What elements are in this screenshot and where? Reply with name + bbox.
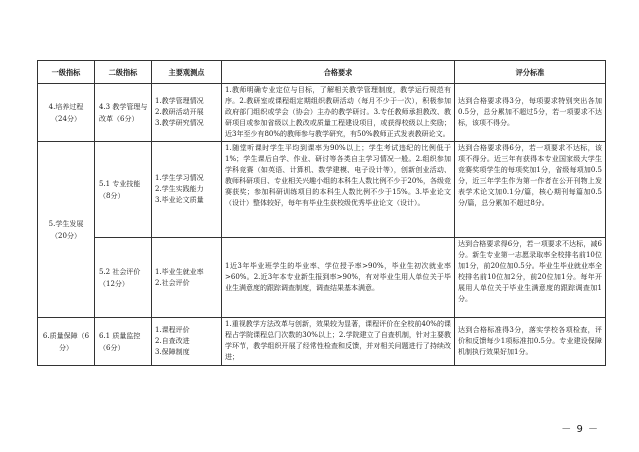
header-observation-points: 主要观测点 [152, 61, 222, 84]
point-item: 2.社会评价 [155, 278, 190, 287]
level2-cell: 5.2 社会评价（12分） [95, 238, 152, 318]
scoring-cell: 达到合格要求得3分，每项要求特别突出各加0.5分，总分累加不超过5分，若一项要求不达标，该项不得分。 [455, 84, 606, 142]
observation-points-cell [152, 318, 222, 366]
table-row [38, 84, 606, 142]
point-item: 1.学生学习情况 [155, 174, 204, 182]
scoring-cell: 达到合格要求得6分，若一项要求不达标，该项不得分。近三年有获得本专业国家级大学生竞赛奖项学生的每项奖加1分，省级每项加0.5分，近三年学生作为第一作者在公开刊物上发表学术论文加0.1分/篇，核心期刊每篇加0.5分/篇，总分累加不超过8分。 [455, 142, 606, 238]
table-header-row [38, 61, 606, 84]
requirements-cell: 1.随堂听课时学生平均到课率为90%以上；学生考试违纪的比例低于1%；学生课后自学、作业、研讨等各类自主学习情况一般。2.组织参加学科竞赛（如英语、计算机、数学建模、电子设计等），创新创业活动、教师科研项目、专业相关兴趣小组的本科生人数比例不少于20%，各级竞赛获奖；参加科研训练项目的本科生人数比例不少于15%。3.毕业论文（设计）整体较好，每年有毕业生获校级优秀毕业论文（设计）。 [222, 142, 455, 238]
header-level2: 二级指标 [95, 61, 152, 84]
point-item: 2.教研活动开展 [155, 108, 204, 116]
requirements-cell: 1近3年毕业班学生的毕业率、学位授予率>90%，毕业生初次就业率>60%。2.近3年本专业新生报到率>90%，有对毕业生用人单位关于毕业生满意度的跟踪调查制度，调查结果基本满意。 [222, 238, 455, 318]
observation-points-cell [152, 142, 222, 238]
level1-cell: 5.学生发展（20分） [38, 142, 95, 318]
point-item: 2.自查改进 [155, 337, 190, 345]
page-number: － 9 － [561, 424, 599, 435]
requirements-cell: 1.重视教学方法改革与创新，效果较为显著，课程评价在全校前40%的课程占学院课程总门次数的30%以上；2.学院建立了自查机制，针对主要教学环节，教学组织开展了经常性检查和反馈，并对相关问题进行了持续改进； [222, 318, 455, 366]
scoring-cell: 达到合格要求得6分，若一项要求不达标，减6分。新生专业第一志愿录取率全校排名前10位加1分，前20位加0.5分。毕业生毕业就业率全校排名前10位加2分，前20位加1分。每年开展用人单位关于毕业生满意度的跟踪调查加1分。 [455, 238, 606, 318]
point-item: 3.教学研究情况 [155, 119, 204, 127]
observation-points-cell [152, 238, 222, 318]
table-row [38, 318, 606, 366]
point-item: 1.毕业生就业率 [155, 267, 204, 276]
level2-cell: 4.3 教学管理与改革（6分） [95, 84, 152, 142]
observation-points-cell [152, 84, 222, 142]
level1-cell: 4.培养过程（24分） [38, 84, 95, 142]
header-level1: 一级指标 [38, 61, 95, 84]
requirements-cell: 1.教师明确专业定位与目标，了解相关教学管理制度，教学运行规范有序。2.教研室或课程组定期组织教研活动（每月不少于一次），积极参加政府部门组织或学会（协会）主办的教学研讨。3.专任教师承担教改、教研项目或参加省级以上教改或质量工程建设项目，或获得校级以上奖励；近3年至少有80%的教师参与教学研究，有50%教师正式发表教研论文。 [222, 84, 455, 142]
table-row [38, 142, 606, 238]
header-scoring: 评分标准 [455, 61, 606, 84]
point-item: 3.毕业论文质量 [155, 196, 204, 204]
point-item: 2.学生实践能力 [155, 185, 204, 193]
scoring-cell: 达到合格标准得3分，落实学校各项检查，评价和反馈每少1项标准扣0.5分。专业建设保障机制执行效果好加1分。 [455, 318, 606, 366]
level2-cell: 6.1 质量监控（6分） [95, 318, 152, 366]
level2-cell: 5.1 专业技能（8分） [95, 142, 152, 238]
header-requirements: 合格要求 [222, 61, 455, 84]
criteria-table [37, 60, 606, 366]
point-item: 1.教学管理情况 [155, 97, 204, 105]
point-item: 3.保障制度 [155, 348, 190, 356]
point-item: 1.课程评价 [155, 326, 190, 334]
table-row [38, 238, 606, 318]
level1-cell: 6.质量保障（6分） [38, 318, 95, 366]
